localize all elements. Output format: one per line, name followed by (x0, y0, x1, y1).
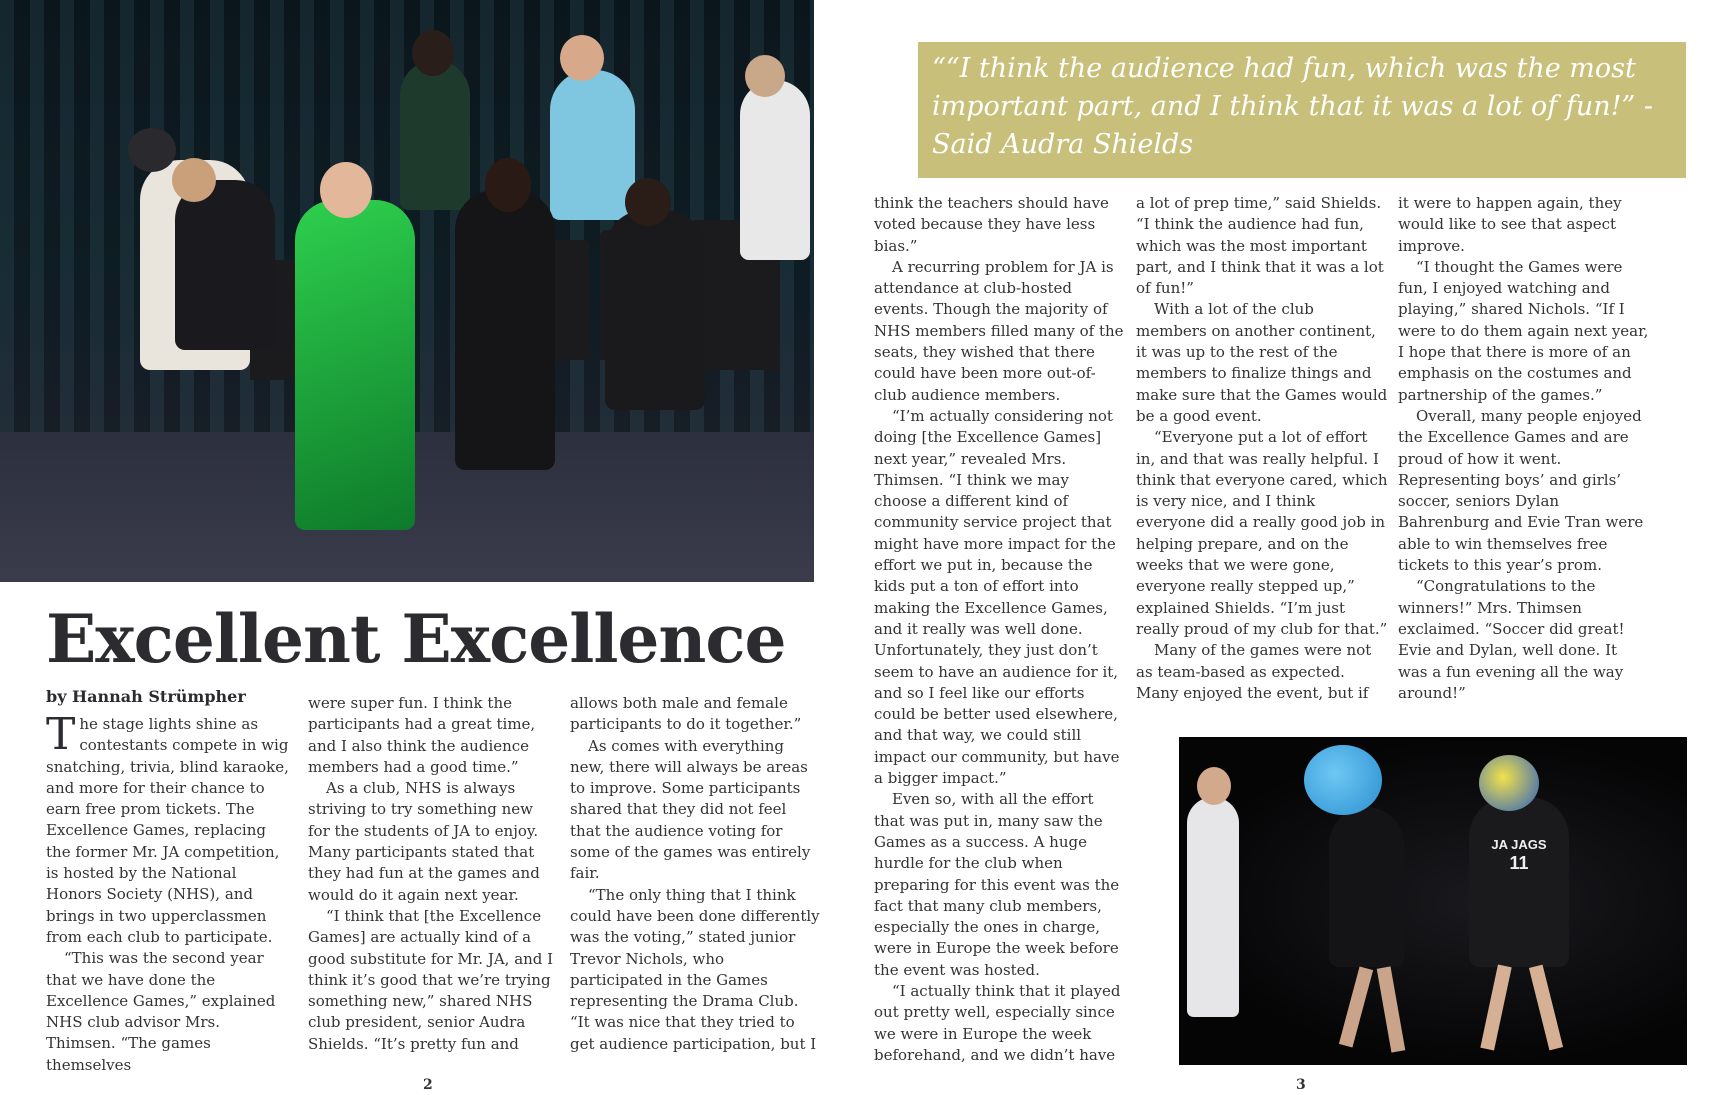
body-column-3 (570, 693, 820, 1055)
contestant-leg (1529, 965, 1563, 1051)
contestant-jersey-figure (1469, 797, 1569, 967)
body-column-5 (1136, 193, 1388, 704)
paragraph: The stage lights shine as contestants compete in wig snatching, trivia, blind karaoke, and more for their chance to earn free prom tickets. The Excellence Games, replacing the former Mr. JA competition, is hosted by the National Honors Society (NHS), and brings in two upperclassmen from each club to participate. (46, 709, 289, 946)
stage-photo-wig-snatching (1179, 737, 1687, 1065)
paragraph: Many of the games were not as team-based as expected. Many enjoyed the event, but if (1136, 641, 1372, 702)
paragraph: “I think that [the Excellence Games] are actually kind of a good substitute for Mr. JA, and I think it’s good that we’re trying something new,” shared NHS club president, senior Audra Shields. “It’s pretty fun and (308, 906, 554, 1053)
contestant-leg (1339, 967, 1373, 1048)
host-figure (1187, 797, 1239, 1017)
jersey-text: JA JAGS (1491, 837, 1547, 852)
contestant-leg (1377, 966, 1406, 1052)
contestant-head (745, 55, 785, 97)
contestant-head (560, 35, 604, 81)
paragraph: As a club, NHS is always striving to try something new for the students of JA to enjoy. Many participants stated that they had fun at the games and would do it again next year. (308, 779, 540, 904)
paragraph: “I thought the Games were fun, I enjoyed watching and playing,” shared Nichols. “If I were to do them again next year, I hope that there is more of an emphasis on the costumes and partnership of the games.” (1398, 257, 1649, 404)
paragraph: a lot of prep time,” said Shields. “I think the audience had fun, which was the most important part, and I think that it was a lot of fun!” (1136, 194, 1384, 298)
pull-quote-text: ““I think the audience had fun, which was the most important part, and I think that it was a lot of fun!” - Said Audra Shields (932, 53, 1654, 160)
paragraph: Overall, many people enjoyed the Excellence Games and are proud of how it went. Representing boys’ and girls’ soccer, seniors Dylan Bahrenburg and Evie Tran were able to win themselves free tickets to this year’s prom. (1398, 406, 1644, 575)
contestant-head (128, 128, 176, 172)
contestant-figure (1329, 807, 1404, 967)
paragraph: Even so, with all the effort that was put in, many saw the Games as a success. A huge hurdle for the club when preparing for this event was the fact that many club members, especially the ones in charge, were in Europe the week before the event was hosted. (874, 790, 1120, 979)
paragraph: think the teachers should have voted because they have less bias.” (874, 194, 1109, 255)
body-column-2 (308, 693, 556, 1055)
body-column-4 (874, 193, 1126, 1066)
article-title: Excellent Excellence (46, 600, 786, 678)
paragraph: With a lot of the club members on another continent, it was up to the rest of the members to finalize things and make sure that the Games would be a good event. (1136, 300, 1388, 425)
contestant-figure (550, 70, 635, 220)
yellow-blue-wig (1479, 755, 1539, 811)
contestant-figure (605, 210, 705, 410)
contestant-leg (1480, 964, 1511, 1050)
host-head (1197, 767, 1231, 805)
paragraph: A recurring problem for JA is attendance at club-hosted events. Though the majority of NHS members filled many of the seats, they wished that there could have been more out-of-club audience members. (874, 257, 1124, 404)
contestant-figure (455, 190, 555, 470)
contestant-figure (740, 80, 810, 260)
paragraph: it were to happen again, they would like to see that aspect improve. (1398, 194, 1622, 255)
page-number: 2 (423, 1077, 433, 1093)
stage-photo-contestants (0, 0, 814, 582)
contestant-head (485, 158, 531, 212)
paragraph: “The only thing that I think could have been done differently was the voting,” stated junior Trevor Nichols, who participated in the Games representing the Drama Club. “It was nice that they tried to get audience participation, but I (570, 885, 820, 1053)
contestant-head (172, 158, 216, 202)
left-page (0, 0, 850, 1095)
drop-cap: T (46, 709, 76, 760)
paragraph: “This was the second year that we have done the Excellence Games,” explained NHS club advisor Mrs. Thimsen. “The games themselves (46, 949, 276, 1074)
contestant-head (320, 162, 372, 218)
paragraph: allows both male and female participants to do it together.” (570, 694, 802, 734)
contestant-green-suit (295, 200, 415, 530)
paragraph: As comes with everything new, there will always be areas to improve. Some participants shared that they did not feel that the audience voting for some of the games was entirely fair. (570, 736, 811, 883)
blue-wig (1304, 745, 1382, 815)
jersey-number: 11 (1509, 853, 1529, 873)
paragraph: “I’m actually considering not doing [the Excellence Games] next year,” revealed Mrs. Thimsen. “I think we may choose a different kind of community service project that might have more impact for the effort we put in, because the kids put a ton of effort into making the Excellence Games, and it really was well done. Unfortunately, they just don’t seem to have an audience for it, and so I feel like our efforts could be better used elsewhere, and that way, we could still impact our community, but have a bigger impact.” (874, 406, 1120, 788)
body-column-6 (1398, 193, 1650, 704)
byline: by Hannah Strümpher (46, 687, 246, 706)
paragraph: were super fun. I think the participants had a great time, and I also think the audience members had a good time.” (308, 694, 536, 776)
contestant-head (412, 30, 454, 76)
page-number: 3 (1296, 1077, 1306, 1093)
paragraph: “Congratulations to the winners!” Mrs. Thimsen exclaimed. “Soccer did great! Evie and Dylan, well done. It was a fun evening all the way around!” (1398, 577, 1625, 702)
right-page (850, 0, 1711, 1095)
body-column-1 (46, 709, 294, 1076)
paragraph: “I actually think that it played out pretty well, especially since we were in Europe the week beforehand, and we didn’t have (874, 981, 1121, 1064)
contestant-figure (400, 60, 470, 210)
pull-quote (918, 42, 1686, 178)
paragraph: “Everyone put a lot of effort in, and that was really helpful. I think that everyone cared, which is very nice, and I think everyone did a really good job in helping prepare, and on the weeks that we were gone, everyone really stepped up,” explained Shields. “I’m just really proud of my club for that.” (1136, 428, 1388, 638)
contestant-figure (175, 180, 275, 350)
contestant-head (625, 178, 671, 226)
